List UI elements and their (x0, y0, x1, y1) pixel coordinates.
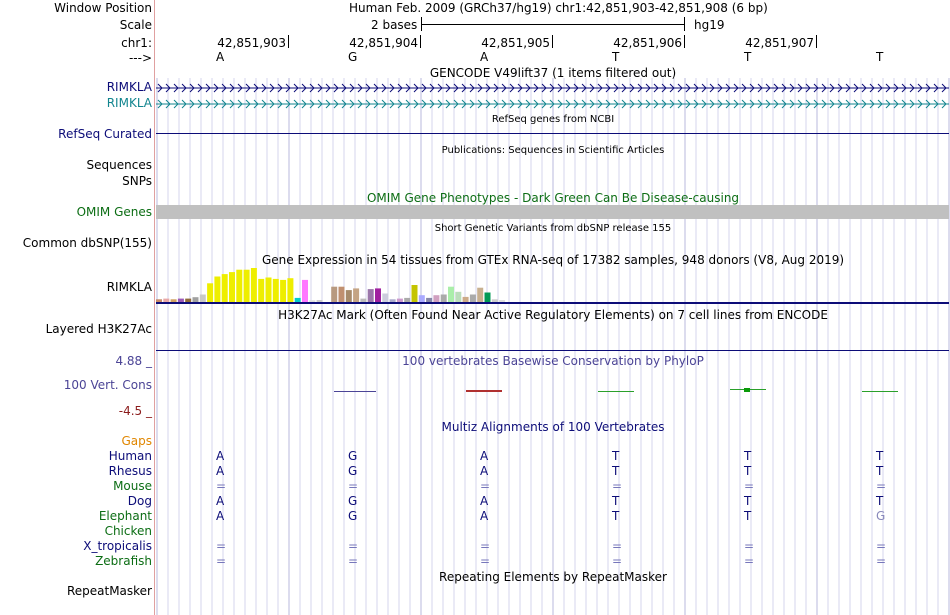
scale-label: Scale (119, 18, 152, 32)
gtex-tissue-bar[interactable] (244, 270, 250, 302)
position-tick-label: 42,851,903 (217, 36, 286, 50)
gtex-tissue-bar[interactable] (236, 270, 242, 302)
alignment-base: T (876, 449, 884, 463)
base-letter: T (612, 50, 620, 64)
position-tick-mark (420, 35, 421, 48)
alignment-base: = (744, 479, 755, 493)
gtex-track-title: Gene Expression in 54 tissues from GTEx RNA-seq of 17382 samples, 948 donors (V8, Aug 2019) (261, 253, 845, 267)
snps-label[interactable]: SNPs (122, 174, 152, 188)
gtex-tissue-bar[interactable] (412, 285, 418, 302)
window-position-label: Window Position (54, 1, 152, 15)
dbsnp-label[interactable]: Common dbSNP(155) (22, 236, 152, 250)
alignment-base: = (744, 539, 755, 553)
alignment-base: = (216, 539, 227, 553)
gtex-baseline (156, 302, 949, 304)
species-label[interactable]: Chicken (104, 524, 152, 538)
gencode-gene-2[interactable] (156, 98, 949, 108)
gencode-gene-1[interactable] (156, 82, 949, 92)
scale-assembly: hg19 (694, 18, 725, 32)
species-label[interactable]: Dog (127, 494, 152, 508)
alignment-base: G (348, 494, 358, 508)
position-tick-mark (684, 35, 685, 48)
gtex-tissue-bar[interactable] (280, 280, 286, 302)
omim-gene-bar[interactable] (156, 205, 949, 219)
alignment-base: T (612, 464, 620, 478)
position-tick-mark (816, 35, 817, 48)
alignment-base: T (612, 449, 620, 463)
repeatmasker-track-title: Repeating Elements by RepeatMasker (439, 570, 667, 584)
alignment-base: = (612, 539, 623, 553)
alignment-base: = (612, 479, 623, 493)
gtex-tissue-bar[interactable] (419, 295, 425, 302)
refseq-label[interactable]: RefSeq Curated (58, 127, 152, 141)
position-tick-label: 42,851,905 (481, 36, 550, 50)
alignment-base: A (480, 509, 489, 523)
species-label[interactable]: Mouse (113, 479, 152, 493)
alignment-base: = (480, 479, 491, 493)
gaps-label[interactable]: Gaps (121, 434, 152, 448)
gtex-tissue-bar[interactable] (470, 295, 476, 303)
gencode-gene-label-2[interactable]: RIMKLA (106, 96, 152, 110)
alignment-base: T (744, 449, 752, 463)
gtex-tissue-bar[interactable] (441, 295, 447, 303)
gencode-track-title: GENCODE V49lift37 (1 items filtered out) (429, 66, 677, 80)
position-tick-label: 42,851,907 (745, 36, 814, 50)
omim-track-title: OMIM Gene Phenotypes - Dark Green Can Be Disease-causing (366, 191, 740, 205)
species-label[interactable]: Rhesus (108, 464, 152, 478)
h3k27ac-track-title: H3K27Ac Mark (Often Found Near Active Regulatory Elements) on 7 cell lines from ENCODE (278, 308, 828, 322)
alignment-base: A (480, 494, 489, 508)
alignment-base: A (216, 464, 225, 478)
cons-min-label: -4.5 _ (118, 404, 152, 418)
position-tick-label: 42,851,906 (613, 36, 682, 50)
alignment-base: G (348, 509, 358, 523)
gtex-tissue-bar[interactable] (258, 279, 264, 302)
phylop-marks (156, 384, 949, 398)
gtex-tissue-bar[interactable] (273, 279, 279, 302)
species-label[interactable]: Elephant (98, 509, 152, 523)
refseq-gene-line[interactable] (156, 133, 949, 134)
alignment-base: T (612, 494, 620, 508)
h3k27ac-baseline (156, 350, 949, 351)
gencode-gene-label-1[interactable]: RIMKLA (106, 80, 152, 94)
species-label[interactable]: Human (108, 449, 152, 463)
alignment-base: T (744, 509, 752, 523)
refseq-track-title: RefSeq genes from NCBI (491, 114, 615, 125)
alignment-base: A (480, 449, 489, 463)
base-letter: A (216, 50, 225, 64)
gtex-tissue-bar[interactable] (287, 278, 293, 302)
alignment-base: T (612, 509, 620, 523)
alignment-base: = (744, 554, 755, 568)
position-tick-mark (552, 35, 553, 48)
gtex-tissue-bar[interactable] (339, 287, 345, 302)
gtex-tissue-bar[interactable] (375, 288, 381, 302)
alignment-base: T (876, 494, 884, 508)
alignment-base: G (348, 449, 358, 463)
base-letter: G (348, 50, 358, 64)
base-letter: T (744, 50, 752, 64)
gtex-label[interactable]: RIMKLA (106, 280, 152, 294)
cons-label[interactable]: 100 Vert. Cons (63, 378, 152, 392)
alignment-base: = (612, 554, 623, 568)
phylop-track-title: 100 vertebrates Basewise Conservation by PhyloP (402, 354, 704, 368)
gtex-tissue-bar[interactable] (331, 287, 337, 302)
sequences-label[interactable]: Sequences (86, 158, 152, 172)
gtex-tissue-bar[interactable] (448, 287, 454, 302)
gtex-tissue-bar[interactable] (433, 295, 439, 302)
cons-max-label: 4.88 _ (115, 354, 152, 368)
gtex-tissue-bar[interactable] (346, 290, 352, 302)
gtex-tissue-bar[interactable] (200, 295, 206, 303)
gtex-bar-chart[interactable] (156, 268, 536, 302)
gtex-tissue-bar[interactable] (266, 278, 272, 303)
alignment-base: A (216, 509, 225, 523)
window-position-value: Human Feb. 2009 (GRCh37/hg19) chr1:42,851,903-42,851,908 (6 bp) (349, 1, 768, 15)
gtex-tissue-bar[interactable] (251, 268, 257, 302)
alignment-base: G (348, 464, 358, 478)
alignment-base: T (744, 464, 752, 478)
repeatmasker-label[interactable]: RepeatMasker (66, 584, 152, 598)
h3k27ac-label[interactable]: Layered H3K27Ac (45, 322, 152, 336)
base-letter: T (876, 50, 884, 64)
gtex-tissue-bar[interactable] (302, 280, 308, 302)
base-letter: A (480, 50, 489, 64)
alignment-base: = (216, 554, 227, 568)
gtex-tissue-bar[interactable] (353, 288, 359, 302)
alignment-base: = (480, 539, 491, 553)
gtex-tissue-bar[interactable] (368, 289, 374, 302)
gtex-tissue-bar[interactable] (455, 292, 461, 302)
gtex-tissue-bar[interactable] (382, 294, 388, 303)
pubs-track-title: Publications: Sequences in Scientific Articles (441, 145, 665, 156)
alignment-base: A (480, 464, 489, 478)
strand-label: ---> (128, 51, 152, 65)
alignment-base: T (876, 464, 884, 478)
alignment-base: = (348, 554, 359, 568)
scale-text: 2 bases (371, 18, 418, 32)
alignment-base: = (876, 539, 887, 553)
species-label[interactable]: Zebrafish (95, 554, 152, 568)
alignment-base: T (744, 494, 752, 508)
gtex-tissue-bar[interactable] (207, 283, 213, 302)
alignment-base: A (216, 449, 225, 463)
position-tick-label: 42,851,904 (349, 36, 418, 50)
alignment-base: = (216, 479, 227, 493)
gtex-tissue-bar[interactable] (214, 277, 220, 303)
alignment-base: G (876, 509, 886, 523)
gtex-tissue-bar[interactable] (229, 272, 235, 302)
position-tick-mark (288, 35, 289, 48)
omim-label[interactable]: OMIM Genes (76, 205, 152, 219)
species-label[interactable]: X_tropicalis (83, 539, 152, 553)
alignment-base: = (876, 554, 887, 568)
scale-bar (421, 17, 685, 31)
alignment-base: = (348, 479, 359, 493)
gtex-tissue-bar[interactable] (485, 293, 491, 303)
gtex-tissue-bar[interactable] (477, 288, 483, 302)
alignment-base: = (348, 539, 359, 553)
alignment-base: = (876, 479, 887, 493)
alignment-base: = (480, 554, 491, 568)
chrom-label: chr1: (121, 36, 152, 50)
gtex-tissue-bar[interactable] (222, 274, 228, 302)
data-area-left-border (154, 0, 155, 615)
multiz-track-title: Multiz Alignments of 100 Vertebrates (441, 420, 665, 434)
alignment-base: A (216, 494, 225, 508)
dbsnp-track-title: Short Genetic Variants from dbSNP release 155 (434, 223, 672, 234)
